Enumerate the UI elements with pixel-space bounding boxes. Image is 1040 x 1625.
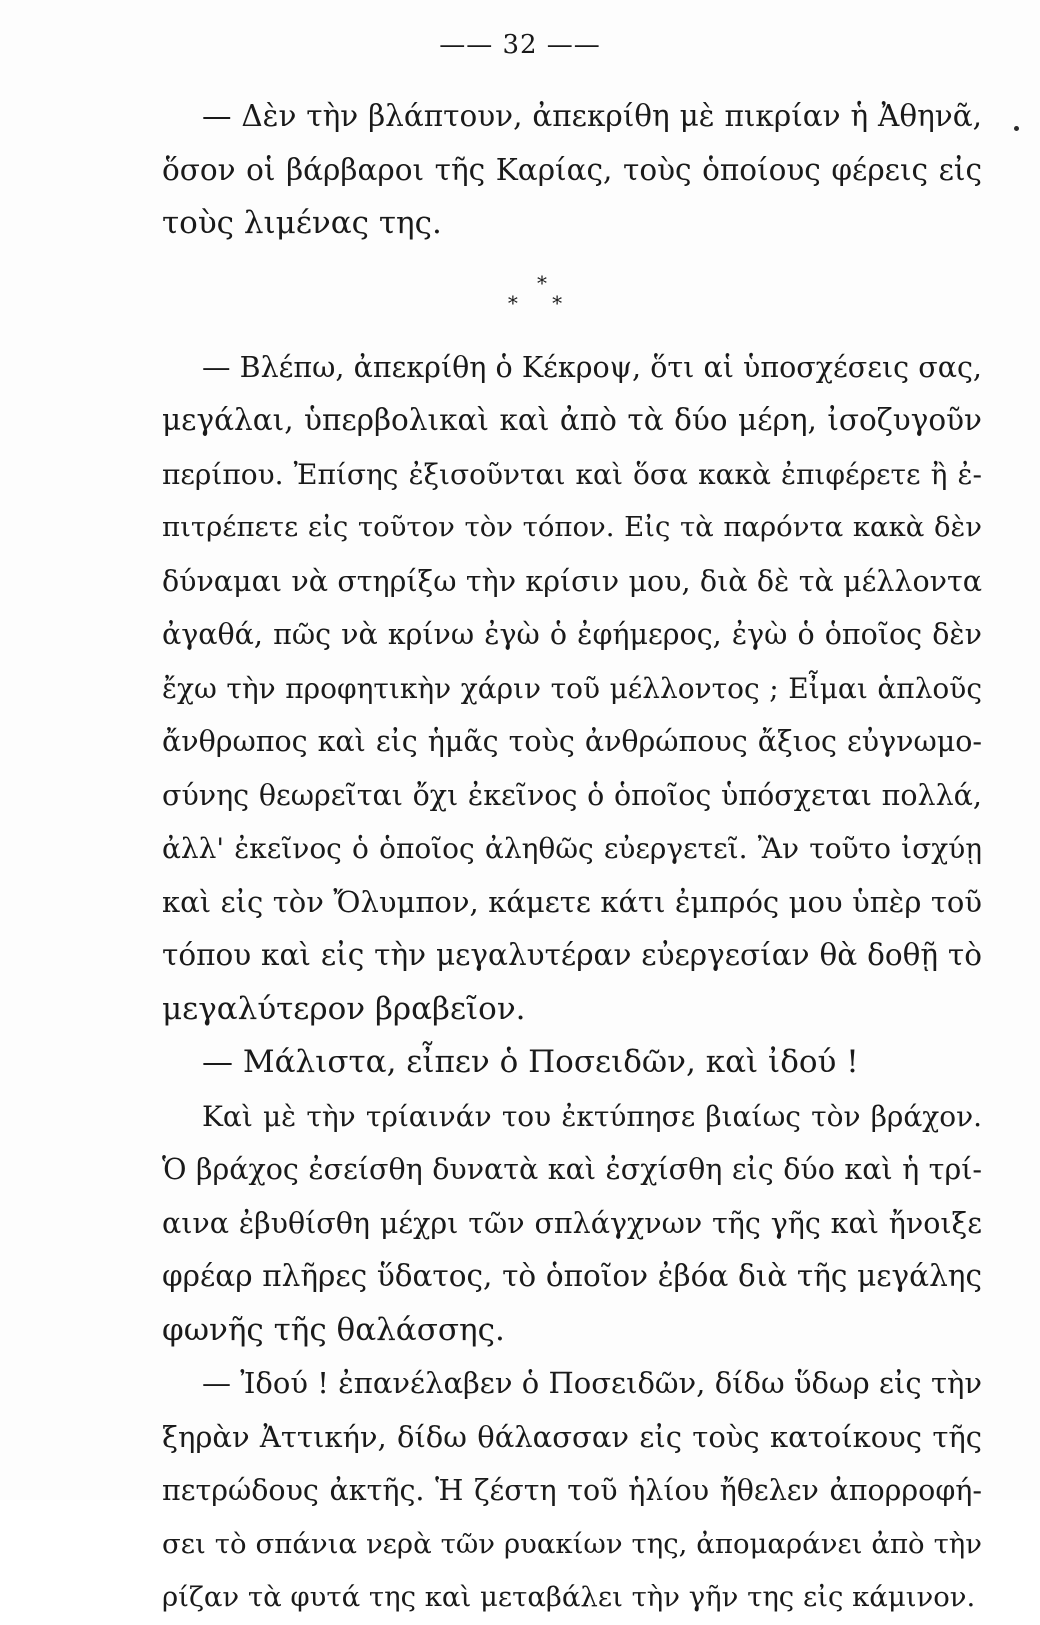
text-line: Καὶ μὲ τὴν τρίαινάν του ἐκτύπησε βιαίως τὸν βράχον. — [202, 1099, 982, 1133]
text-line: — Ἰδού ! ἐπανέλαβεν ὁ Ποσειδῶν, δίδω ὕδωρ εἰς τὴν — [202, 1366, 982, 1400]
text-line: φρέαρ πλῆρες ὕδατος, τὸ ὁποῖον ἐβόα διὰ τῆς μεγάλης — [162, 1259, 982, 1293]
text-line: ξηρὰν Ἀττικήν, δίδω θάλασσαν εἰς τοὺς κατοίκους τῆς — [162, 1419, 982, 1454]
text-line: ἀλλ' ἐκεῖνος ὁ ὁποῖος ἀληθῶς εὐεργετεῖ. Ἂν τοῦτο ἰσχύῃ — [162, 832, 982, 865]
text-line: ὅσον οἱ βάρβαροι τῆς Καρίας, τοὺς ὁποίους φέρεις εἰς — [162, 152, 982, 187]
asterism-bottom: * * — [507, 290, 577, 315]
text-line: — Δὲν τὴν βλάπτουν, ἀπεκρίθη μὲ πικρίαν ἡ Ἀθηνᾶ, — [202, 99, 982, 133]
paragraph-trident-strike — [162, 1090, 982, 1358]
text-line: ἄνθρωπος καὶ εἰς ἡμᾶς τοὺς ἀνθρώπους ἄξιος εὐγνωμο- — [162, 725, 982, 758]
text-line: ρίζαν τὰ φυτά της καὶ μεταβάλει τὴν γῆν της εἰς κάμινον. — [162, 1581, 976, 1613]
text-line: φωνῆς τῆς θαλάσσης. — [162, 1311, 505, 1348]
text-line: σει τὸ σπάνια νερὰ τῶν ρυακίων της, ἀπομαράνει ἀπὸ τὴν — [162, 1527, 982, 1560]
text-line: τόπου καὶ εἰς τὴν μεγαλυτέραν εὐεργεσίαν θὰ δοθῇ τὸ — [162, 938, 982, 972]
paragraph-athena-reply — [162, 90, 982, 251]
section-separator-asterism — [162, 251, 982, 341]
text-line: δύναμαι νὰ στηρίξω τὴν κρίσιν μου, διὰ δὲ τὰ μέλλοντα — [162, 564, 982, 598]
paragraph-poseidon-gift — [162, 1357, 982, 1625]
text-line: — Μάλιστα, εἶπεν ὁ Ποσειδῶν, καὶ ἰδού ! — [202, 1044, 859, 1080]
text-line: πιτρέπετε εἰς τοῦτον τὸν τόπον. Εἰς τὰ παρόντα κακὰ δὲν — [162, 511, 982, 543]
text-line: μεγαλύτερον βραβεῖον. — [162, 990, 526, 1027]
text-line: αινα ἐβυθίσθη μέχρι τῶν σπλάγχνων τῆς γῆς καὶ ἤνοιξε — [162, 1206, 982, 1240]
text-line: σύνης θεωρεῖται ὄχι ἐκεῖνος ὁ ὁποῖος ὑπόσχεται πολλά, — [162, 778, 982, 812]
text-line: μεγάλαι, ὑπερβολικαὶ καὶ ἀπὸ τὰ δύο μέρη, ἰσοζυγοῦν — [162, 403, 982, 437]
ink-speck — [1014, 126, 1019, 131]
text-line: ἔχω τὴν προφητικὴν χάριν τοῦ μέλλοντος ; Εἶμαι ἁπλοῦς — [162, 671, 982, 705]
text-line: περίπου. Ἐπίσης ἐξισοῦνται καὶ ὅσα κακὰ ἐπιφέρετε ἢ ἐ- — [162, 457, 982, 491]
text-line: πετρώδους ἀκτῆς. Ἡ ζέστη τοῦ ἡλίου ἤθελεν ἀπορροφή- — [162, 1474, 982, 1507]
asterism-top: * — [537, 270, 547, 295]
text-line: Ὁ βράχος ἐσείσθη δυνατὰ καὶ ἐσχίσθη εἰς δύο καὶ ἡ τρί- — [162, 1153, 982, 1186]
text-line: καὶ εἰς τὸν Ὄλυμπον, κάμετε κάτι ἐμπρός μου ὑπὲρ τοῦ — [162, 884, 982, 919]
text-line: τοὺς λιμένας της. — [162, 205, 442, 241]
page-body — [162, 90, 982, 1625]
text-line: — Βλέπω, ἀπεκρίθη ὁ Κέκροψ, ὅτι αἱ ὑποσχέσεις σας, — [202, 350, 982, 384]
text-line: ἀγαθά, πῶς νὰ κρίνω ἐγὼ ὁ ἐφήμερος, ἐγὼ ὁ ὁποῖος δὲν — [162, 618, 982, 651]
page-number: —— 32 —— — [439, 30, 601, 60]
paragraph-poseidon-agrees — [162, 1036, 982, 1090]
paragraph-kekrops-speech — [162, 341, 982, 1037]
